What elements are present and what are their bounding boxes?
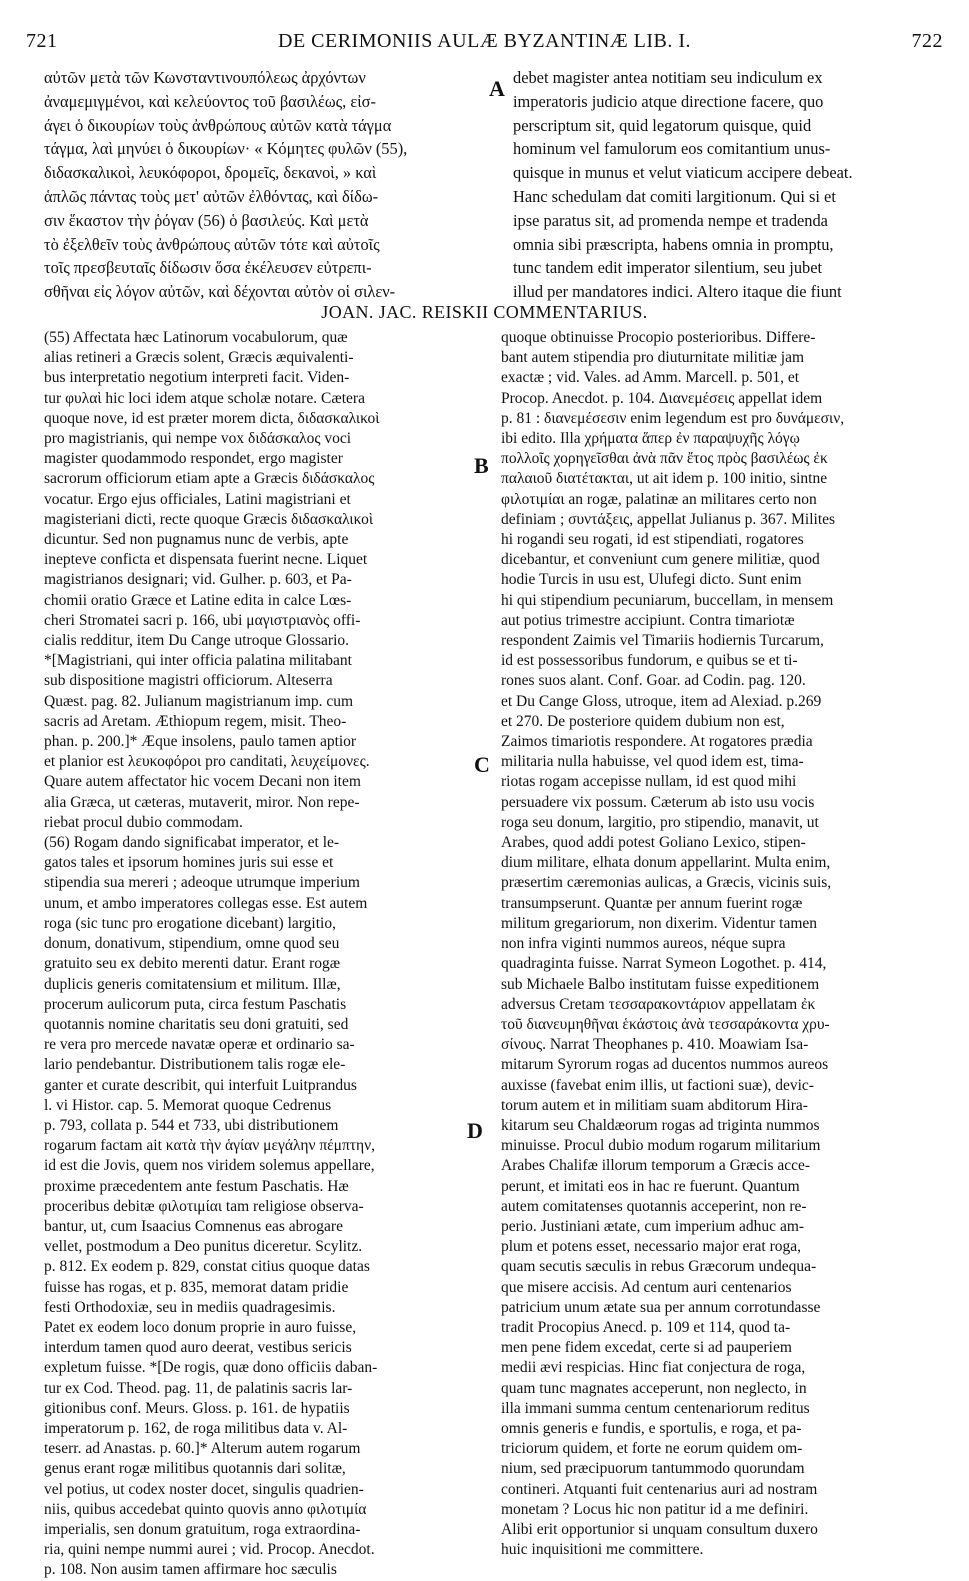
text-line: quadraginta fuisse. Narrat Symeon Logothet. p. 414, (501, 955, 827, 973)
text-line: adversus Cretam τεσσαρακοντάριον appellatam ἐκ (501, 995, 816, 1013)
text-line: τὸ ἐξελθεῖν τοὺς ἀνθρώπους αὐτῶν τότε καὶ αὐτοῖς (44, 234, 380, 254)
text-line: nium, sed præcipuorum tantummodo quorundam (501, 1460, 805, 1478)
text-line: huic inquisitioni me committere. (501, 1541, 704, 1559)
text-line: triciorum quidem, et forte ne eorum quidem om- (501, 1440, 803, 1458)
text-line: persuadere vix possum. Cæterum ab isto usu vocis (501, 793, 815, 811)
running-title: DE CERIMONIIS AULÆ BYZANTINÆ LIB. I. (278, 30, 691, 52)
text-line: tunc tandem edit imperator silentium, seu jubet (513, 258, 823, 278)
text-line: niis, quibus accedebat quinto quovis anno φιλοτιμία (44, 1500, 367, 1518)
text-line: tur ex Cod. Theod. pag. 11, de palatinis sacris lar- (44, 1379, 353, 1397)
text-line: φιλοτιμίαι an rogæ, palatinæ an militares certo non (501, 490, 817, 508)
text-line: magister quodammodo respondet, ergo magister (44, 450, 343, 468)
text-line: phan. p. 200.]* Æque insolens, paulo tamen aptior (44, 733, 357, 751)
text-line: tur φυλαὶ hic loci idem atque scholæ notare. Cætera (44, 389, 365, 407)
text-line: perscriptum sit, quid legatorum quisque, quid (513, 115, 812, 135)
text-line: quam secutis sæculis in rebus Græcorum undequa- (501, 1258, 817, 1276)
text-line: ria, quini nempe nummi aurei ; vid. Procop. Anecdot. (44, 1541, 375, 1559)
text-line: teserr. ad Anastas. p. 60.]* Alterum autem rogarum (44, 1440, 361, 1458)
page-number-right: 722 (911, 30, 943, 52)
text-line: Hanc schedulam dat comiti largitionum. Qui si et (513, 186, 836, 206)
text-line: et 270. De posteriore quidem dubium non est, (501, 712, 785, 730)
text-line: fuisse has rogas, et p. 835, memorat datam pridie (44, 1278, 349, 1296)
commentary-right-column (501, 328, 941, 1560)
text-line: gratuito seu ex debito merenti datur. Erant rogæ (44, 955, 341, 973)
text-line: definiam ; συντάξεις, appellat Julianus p. 367. Milites (501, 510, 836, 528)
text-line: Arabes, quod addi potest Goliano Lexico, stipen- (501, 834, 806, 852)
page-number-left: 721 (26, 30, 58, 52)
text-line: παλαιοῦ διατέτακται, ut ait idem p. 100 initio, sintne (501, 470, 828, 488)
text-line: illud per mandatores indici. Altero itaque die fiunt (513, 282, 842, 302)
text-line: que misere accisis. Ad centum auri centenarios (501, 1278, 792, 1296)
text-line: riotas rogam accepisse nullam, id est quod mihi (501, 773, 797, 791)
text-line: alia Græca, ut cæteras, mutaverit, miror. Non repe- (44, 793, 360, 811)
text-line: id est die Jovis, quem nos viridem solemus appellare, (44, 1157, 375, 1175)
text-line: illa immani summa centum centenariorum reditus (501, 1399, 810, 1417)
greek-text-column (44, 66, 474, 304)
text-line: sacris ad Aretam. Æthiopum regem, misit. Theo- (44, 712, 347, 730)
text-line: rones suos alant. Conf. Goar. ad Codin. pag. 120. (501, 672, 806, 690)
text-line: gitionibus conf. Meurs. Gloss. p. 161. de hypatiis (44, 1399, 350, 1417)
text-line: roga (sic tunc pro erogatione dicebant) largitio, (44, 914, 336, 932)
text-line: re vera pro mercede navatæ operæ et ordinario sa- (44, 1036, 355, 1054)
text-line: imperatoris judicio atque directione facere, quo (513, 91, 824, 111)
text-line: stipendia sua mereri ; adeoque utrumque imperium (44, 874, 360, 892)
text-line: rogarum factam ait κατὰ τὴν ἁγίαν μεγάλην πέμπτην, (44, 1137, 376, 1155)
text-line: Arabes Chalifæ illorum temporum a Græcis acce- (501, 1157, 811, 1175)
text-line: inepteve conficta et dispensata fuerint necne. Liquet (44, 551, 368, 569)
text-line: militum gregariorum, non dixerim. Videntur tamen (501, 914, 818, 932)
text-line: medii ævi respicias. Hinc fiat conjectura de roga, (501, 1359, 806, 1377)
text-line: militaria nulla habuisse, vel quod idem est, tima- (501, 753, 804, 771)
text-line: kitarum seu Chaldæorum rogas ad triginta nummos (501, 1116, 820, 1134)
text-line: chomii oratio Græce et Latine edita in calce Lœs- (44, 591, 352, 609)
text-line: hodie Turcis in usu est, Ulufegi dicto. Sunt enim (501, 571, 802, 589)
text-line: sub dispositione magistri officiorum. Alteserra (44, 672, 333, 690)
section-marker-d: D (467, 1118, 483, 1143)
text-line: cialis redditur, item Du Cange utroque Glossario. (44, 632, 350, 650)
text-line: autem comitatenses quotannis acceperint, non re- (501, 1197, 807, 1215)
commentary-left-column (44, 328, 464, 1581)
text-line: magistrianos designari; vid. Gulher. p. 603, et Pa- (44, 571, 352, 589)
text-line: sub Michaele Balbo institutam fuisse expeditionem (501, 975, 820, 993)
text-line: omnis generis e fundis, e sportulis, e roga, et pa- (501, 1419, 802, 1437)
text-line: transumpserunt. Quantæ per annum fuerint rogæ (501, 894, 803, 912)
text-line: διδασκαλικοὶ, λευκόφοροι, δρομεῖς, δεκανοὶ, » καὶ (44, 163, 377, 183)
text-line: Zaimos timariotis respondere. At rogatores prædia (501, 733, 813, 751)
text-line: procerum aulicorum puta, circa festum Paschatis (44, 995, 347, 1013)
text-line: (56) Rogam dando significabat imperator, et le- (44, 834, 340, 852)
text-line: expletum fuisse. *[De rogis, quæ dono officiis daban- (44, 1359, 378, 1377)
text-line: (55) Affectata hæc Latinorum vocabulorum, quæ (44, 329, 348, 346)
text-line: Quare autem affectator hic vocem Decani non item (44, 773, 361, 791)
text-line: proxime præcedentem ante festum Paschatis. Hæ (44, 1177, 349, 1195)
text-line: τοῖς πρεσβευταῖς δίδωσιν ὅσα ἐκέλευσεν εὐτρεπι- (44, 258, 372, 278)
text-line: *[Magistriani, qui inter officia palatina militabant (44, 652, 352, 670)
text-line: respondent Zaimis vel Timariis hodiernis Turcarum, (501, 632, 824, 650)
text-line: vel potius, ut codex noster docet, singulis quadrien- (44, 1480, 364, 1498)
text-line: hi qui stipendium pecuniarum, buccellam, in mensem (501, 591, 834, 609)
text-line: id est possessoribus fundorum, e quibus se et ti- (501, 652, 798, 670)
text-line: riebat procul dubio commodam. (44, 813, 243, 831)
text-line: minuisse. Procul dubio modum rogarum militarium (501, 1137, 821, 1155)
text-line: tradit Procopius Anecd. p. 109 et 114, quod ta- (501, 1318, 791, 1336)
text-line: Procop. Anecdot. p. 104. Διανεμέσεις appellat idem (501, 389, 823, 407)
text-line: perunt, et imitati eos in hac re fuerunt. Quantum (501, 1177, 800, 1195)
text-line: Alibi erit opportunior si unquam consultum duxero (501, 1520, 818, 1538)
text-line: Patet ex eodem loco donum proprie in auro fuisse, (44, 1318, 357, 1336)
text-line: duplicis generis comitatensium et militum. Illæ, (44, 975, 341, 993)
text-line: dicebantur, et conveniunt cum genere militiæ, quod (501, 551, 820, 569)
text-line: ganter et curate describit, qui interfuit Luitprandus (44, 1076, 357, 1094)
text-line: quoque obtinuisse Procopio posterioribus. Differe- (501, 329, 816, 346)
text-line: mitarum Syrorum rogas ad ducentos nummos aureos (501, 1056, 829, 1074)
text-line: quam tunc magnates acceperunt, non neglecto, in (501, 1379, 807, 1397)
text-line: bus interpretatio negotium interpreti facit. Viden- (44, 369, 350, 387)
text-line: contineri. Atquanti fuit centenarius auri ad nostram (501, 1480, 818, 1498)
text-line: gatos tales et ipsorum homines juris sui esse et (44, 854, 334, 872)
text-line: ἁπλῶς πάντας τοὺς μετ' αὐτῶν ἐλθόντας, καὶ δίδω- (44, 186, 379, 206)
text-line: Quæst. pag. 82. Julianum magistrianum imp. cum (44, 692, 354, 710)
text-line: imperatorum p. 162, de roga militibus data v. Al- (44, 1419, 348, 1437)
text-line: σίνους. Narrat Theophanes p. 410. Moawiam Isa- (501, 1036, 809, 1054)
text-line: hominum vel famulorum eos comitantium unus- (513, 139, 831, 159)
text-line: σθῆναι εἰς λόγον αὐτῶν, καὶ δέχονται αὐτὸν οἱ σιλεν- (44, 282, 396, 302)
text-line: interdum tamen quod auro deerat, vestibus sericis (44, 1339, 352, 1357)
text-line: ibi edito. Illa χρήματα ἅπερ ἐν παραψυχῆς λόγῳ (501, 430, 800, 448)
text-line: p. 81 : διανεμέσεσιν enim legendum est pro δυνάμεσιν, (501, 409, 845, 427)
section-marker-a: A (489, 76, 505, 101)
text-line: perio. Justiniani ætate, cum imperium adhuc am- (501, 1217, 805, 1235)
text-line: torum autem et in militiam suam abditorum Hira- (501, 1096, 808, 1114)
section-marker-b: B (474, 453, 489, 478)
text-line: l. vi Histor. cap. 5. Memorat quoque Cedrenus (44, 1096, 332, 1114)
section-marker-c: C (474, 752, 490, 777)
text-line: debet magister antea notitiam seu indiculum ex (513, 68, 823, 87)
text-line: πολλοῖς χορηγεῖσθαι ἀνὰ πᾶν ἔτος πρὸς βασιλέως ἐκ (501, 450, 828, 468)
text-line: ipse paratus sit, ad promenda nempe et tradenda (513, 210, 828, 230)
text-line: festi Orthodoxiæ, seu in mediis quadragesimis. (44, 1298, 336, 1316)
text-line: monetam ? Locus hic non patitur id a me definiri. (501, 1500, 809, 1518)
text-line: donum, donativum, stipendium, omne quod seu (44, 935, 340, 953)
text-line: bantur, ut, cum Isaacius Comnenus eas abrogare (44, 1217, 343, 1235)
commentary-title: JOAN. JAC. REISKII COMMENTARIUS. (321, 302, 648, 322)
text-line: non infra viginti nummos aureos, néque supra (501, 935, 786, 953)
text-line: auxisse (favebat enim illis, ut factioni suæ), devic- (501, 1076, 814, 1094)
text-line: plum et potens esset, necessario major erat roga, (501, 1238, 801, 1256)
text-line: τοῦ διανευμηθῆναι ἑκάστοις ἀνὰ τεσσαράκοντα χρυ- (501, 1015, 830, 1033)
text-line: bant autem stipendia pro diuturnitate militiæ jam (501, 349, 805, 367)
text-line: p. 793, collata p. 544 et 733, ubi distributionem (44, 1116, 339, 1134)
latin-translation-column (513, 66, 943, 304)
text-line: hi rogandi seu rogati, id est stipendiati, rogatores (501, 531, 804, 549)
text-line: quisque in munus et velut viaticum accipere debeat. (513, 163, 853, 183)
text-line: sacrorum officiorum etiam apte a Græcis διδάσκαλος (44, 470, 375, 488)
text-line: omnia sibi præscripta, habens omnia in promptu, (513, 234, 834, 254)
text-line: cheri Stromatei sacri p. 166, ubi μαγιστριανὸς offi- (44, 611, 361, 629)
text-line: άγει ὁ δικουρίων τοὺς ἀνθρώπους αὐτῶν κατὰ τάγμα (44, 115, 392, 135)
text-line: ἀναμεμιγμένοι, καὶ κελεύοντος τοῦ βασιλέως, εἰσ- (44, 91, 376, 111)
text-line: exactæ ; vid. Vales. ad Amm. Marcell. p. 501, et (501, 369, 800, 387)
text-line: pro magistrianis, qui nempe vox διδάσκαλος voci (44, 430, 352, 448)
text-line: magisteriani dicti, recte quoque Græcis διδασκαλικοὶ (44, 510, 373, 528)
text-line: alias retineri a Græcis solent, Græcis æquivalenti- (44, 349, 354, 367)
text-line: et planior est λευκοφόροι pro canditati, λευχείμονες. (44, 753, 370, 771)
text-line: imperialis, sen donum gratuitum, roga extraordina- (44, 1520, 361, 1538)
text-line: quotannis nomine charitatis seu doni gratuiti, sed (44, 1015, 349, 1033)
text-line: αὐτῶν μετὰ τῶν Κωνσταντινουπόλεως ἀρχόντων (44, 68, 366, 87)
text-line: proceribus debitæ φιλοτιμίαι tam religiose observa- (44, 1197, 364, 1215)
text-line: p. 108. Non ausim tamen affirmare hoc sæculis (44, 1561, 337, 1579)
text-line: unum, et ambo imperatores collegas esse. Est autem (44, 894, 368, 912)
text-line: patricium unum ætate sua per annum corrotundasse (501, 1298, 821, 1316)
text-line: τάγμα, λαὶ μηνύει ὁ δικουρίων· « Κόμητες φυλῶν (55), (44, 139, 408, 159)
text-line: quoque nove, id est præter morem dicta, διδασκαλικοὶ (44, 409, 380, 427)
text-line: p. 812. Ex eodem p. 829, constat citius quoque datas (44, 1258, 370, 1276)
text-line: lario pendebantur. Distributionem talis rogæ ele- (44, 1056, 346, 1074)
text-line: men pene fidem excedat, certe si ad pauperiem (501, 1339, 792, 1357)
text-line: genus erant rogæ militibus quotannis dari solitæ, (44, 1460, 346, 1478)
text-line: aut potius trimestre accipiunt. Contra timariotæ (501, 611, 795, 629)
text-line: vocatur. Ergo ejus officiales, Latini magistriani et (44, 490, 351, 508)
text-line: dicuntur. Sed non pugnamus nunc de verbis, apte (44, 531, 349, 549)
text-line: præsertim cæremonias aulicas, a Græcis, vicinis suis, (501, 874, 832, 892)
text-line: vellet, postmodum a Deo punitus diceretur. Scylitz. (44, 1238, 363, 1256)
text-line: et Du Cange Gloss, utroque, item ad Alexiad. p.269 (501, 692, 822, 710)
text-line: σιν ἕκαστον τὴν ῥόγαν (56) ὁ βασιλεύς. Καὶ μετὰ (44, 210, 369, 230)
text-line: roga seu donum, largitio, pro stipendio, manavit, ut (501, 813, 819, 831)
text-line: dium militare, elhata donum appellarint. Multa enim, (501, 854, 831, 872)
